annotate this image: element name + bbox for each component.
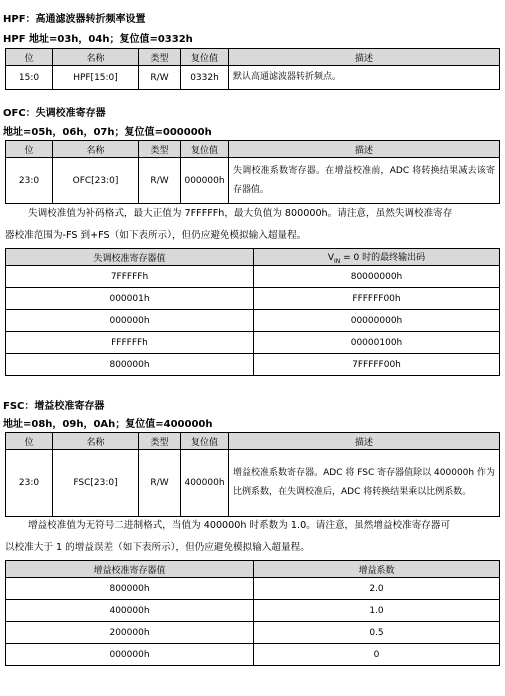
cell-register-value: 400000h bbox=[6, 600, 254, 622]
col-header-type: 类型 bbox=[139, 141, 181, 158]
col-header-reset: 复位值 bbox=[181, 141, 229, 158]
ofc-value-table bbox=[5, 248, 500, 376]
cell-result-value: 0.5 bbox=[254, 622, 500, 644]
cell-desc: 增益校准系数寄存器。ADC 将 FSC 寄存器值除以 400000h 作为比例系数，在失调校准后，ADC 将转换结果乘以比例系数。 bbox=[229, 450, 500, 517]
fsc-register-table bbox=[5, 432, 500, 517]
table-row bbox=[6, 644, 500, 666]
cell-result-value: FFFFFF00h bbox=[254, 288, 500, 310]
table-header-row bbox=[6, 141, 500, 158]
table-header-row bbox=[6, 249, 500, 266]
table-row bbox=[6, 450, 500, 517]
table-row bbox=[6, 578, 500, 600]
cell-register-value: 7FFFFFh bbox=[6, 266, 254, 288]
cell-register-value: 000000h bbox=[6, 310, 254, 332]
col-header-desc: 描述 bbox=[229, 49, 500, 66]
cell-register-value: 000000h bbox=[6, 644, 254, 666]
table-row bbox=[6, 332, 500, 354]
cell-register-value: 000001h bbox=[6, 288, 254, 310]
cell-type: R/W bbox=[139, 158, 181, 204]
cell-result-value: 0 bbox=[254, 644, 500, 666]
col-header-name: 名称 bbox=[53, 433, 139, 450]
table-row bbox=[6, 622, 500, 644]
col-header-reset: 复位值 bbox=[181, 49, 229, 66]
cell-register-value: FFFFFFh bbox=[6, 332, 254, 354]
cell-register-value: 200000h bbox=[6, 622, 254, 644]
cell-register-value: 800000h bbox=[6, 354, 254, 376]
col-header-type: 类型 bbox=[139, 433, 181, 450]
cell-type: R/W bbox=[139, 66, 181, 90]
cell-bit: 23:0 bbox=[6, 158, 53, 204]
table-row bbox=[6, 600, 500, 622]
col-header-name: 名称 bbox=[53, 49, 139, 66]
fsc-section-title: FSC：增益校准寄存器 bbox=[3, 401, 105, 412]
fsc-paragraph-line-1: 增益校准值为无符号二进制格式，当值为 400000h 时系数为 1.0。请注意，虽然增益校准寄存器可 bbox=[28, 520, 451, 531]
col-header-bit: 位 bbox=[6, 49, 53, 66]
cell-reset: 400000h bbox=[181, 450, 229, 517]
cell-result-value: 00000000h bbox=[254, 310, 500, 332]
col-header-register-value: 失调校准寄存器值 bbox=[6, 249, 254, 266]
cell-result-value: 7FFFFF00h bbox=[254, 354, 500, 376]
table-header-row bbox=[6, 433, 500, 450]
cell-desc: 默认高通滤波器转折频点。 bbox=[229, 66, 500, 90]
col-header-gain-factor: 增益系数 bbox=[254, 561, 500, 578]
table-row bbox=[6, 354, 500, 376]
table-row bbox=[6, 266, 500, 288]
ofc-paragraph-line-1: 失调校准值为补码格式，最大正值为 7FFFFFh，最大负值为 800000h。请注意，虽然失调校准寄存 bbox=[28, 208, 453, 219]
cell-bit: 23:0 bbox=[6, 450, 53, 517]
col-header-reset: 复位值 bbox=[181, 433, 229, 450]
table-header-row bbox=[6, 49, 500, 66]
ofc-paragraph-line-2: 器校准范围为-FS 到+FS（如下表所示），但仍应避免模拟输入超量程。 bbox=[5, 230, 307, 241]
cell-bit: 15:0 bbox=[6, 66, 53, 90]
fsc-value-table bbox=[5, 560, 500, 666]
table-row bbox=[6, 310, 500, 332]
col-header-name: 名称 bbox=[53, 141, 139, 158]
col-header-register-value: 增益校准寄存器值 bbox=[6, 561, 254, 578]
fsc-paragraph-line-2: 以校准大于 1 的增益误差（如下表所示），但仍应避免模拟输入超量程。 bbox=[5, 542, 310, 553]
cell-name: FSC[23:0] bbox=[53, 450, 139, 517]
hpf-address-line: HPF 地址=03h，04h；复位值=0332h bbox=[3, 34, 193, 45]
hpf-section-title: HPF：高通滤波器转折频率设置 bbox=[3, 14, 146, 25]
cell-desc: 失调校准系数寄存器。在增益校准前，ADC 将转换结果减去该寄存器值。 bbox=[229, 158, 500, 204]
cell-name: OFC[23:0] bbox=[53, 158, 139, 204]
ofc-register-table bbox=[5, 140, 500, 204]
cell-name: HPF[15:0] bbox=[53, 66, 139, 90]
cell-type: R/W bbox=[139, 450, 181, 517]
col-header-output-code: $V_{IN} = 0$ 时的最终输出码 bbox=[254, 249, 500, 266]
col-header-type: 类型 bbox=[139, 49, 181, 66]
cell-result-value: 80000000h bbox=[254, 266, 500, 288]
ofc-section-title: OFC：失调校准寄存器 bbox=[3, 108, 106, 119]
hpf-register-table bbox=[5, 48, 500, 90]
cell-result-value: 00000100h bbox=[254, 332, 500, 354]
table-row bbox=[6, 288, 500, 310]
col-header-desc: 描述 bbox=[229, 433, 500, 450]
table-header-row bbox=[6, 561, 500, 578]
table-row bbox=[6, 66, 500, 90]
cell-reset: 000000h bbox=[181, 158, 229, 204]
table-row bbox=[6, 158, 500, 204]
col-header-bit: 位 bbox=[6, 433, 53, 450]
cell-result-value: 2.0 bbox=[254, 578, 500, 600]
fsc-address-line: 地址=08h，09h，0Ah；复位值=400000h bbox=[3, 419, 213, 430]
col-header-desc: 描述 bbox=[229, 141, 500, 158]
cell-result-value: 1.0 bbox=[254, 600, 500, 622]
col-header-bit: 位 bbox=[6, 141, 53, 158]
cell-register-value: 800000h bbox=[6, 578, 254, 600]
ofc-address-line: 地址=05h，06h，07h；复位值=000000h bbox=[3, 127, 212, 138]
cell-reset: 0332h bbox=[181, 66, 229, 90]
